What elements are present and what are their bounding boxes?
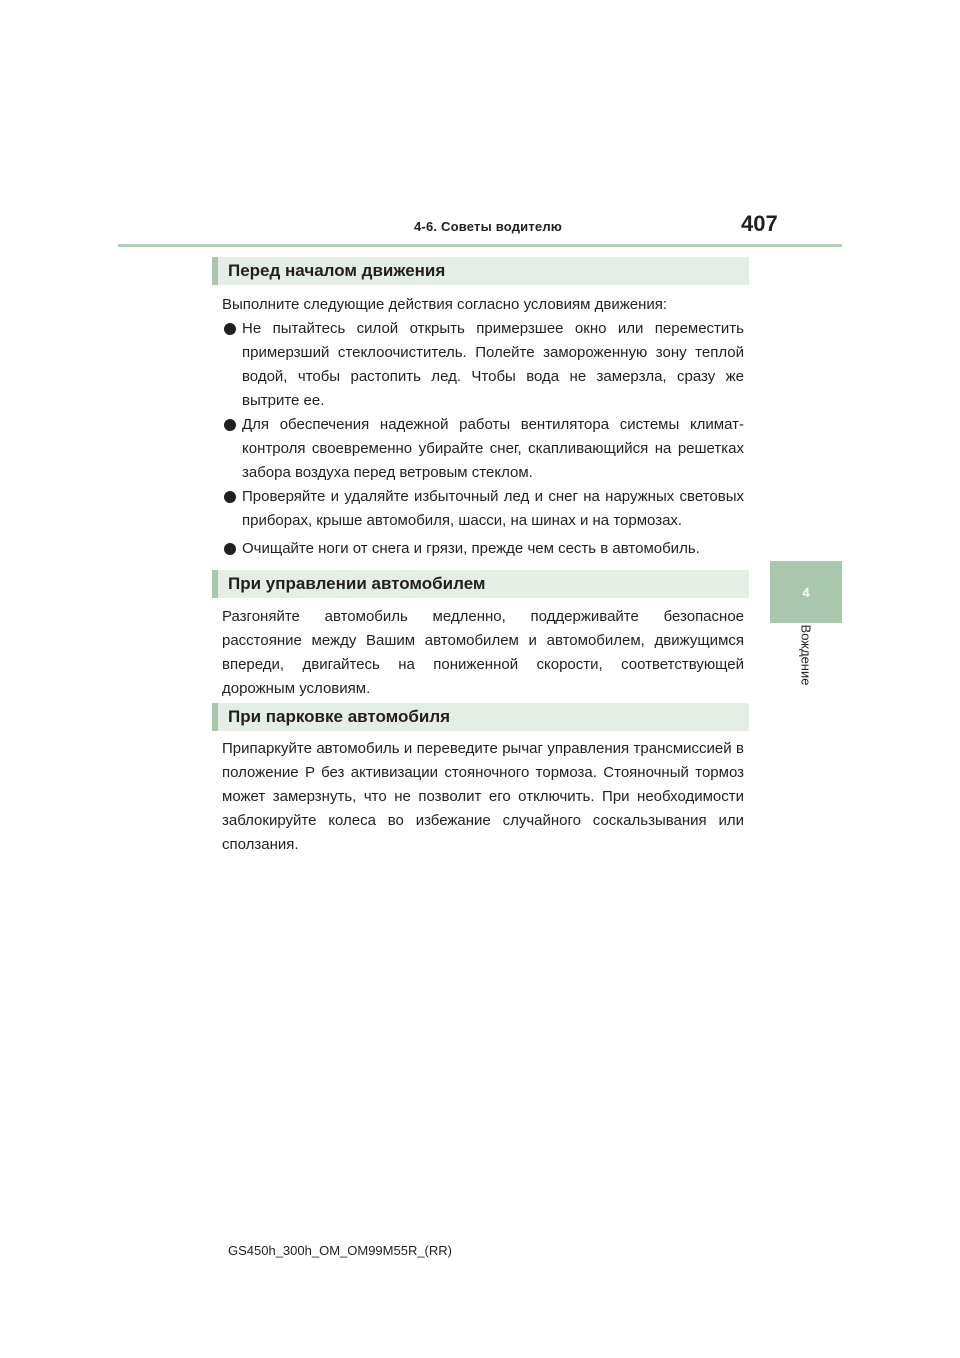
chapter-label: Вождение xyxy=(798,624,814,686)
chapter-tab xyxy=(770,561,842,623)
bullet-icon xyxy=(224,419,236,431)
bullet-icon xyxy=(224,323,236,335)
section-body: Разгоняйте автомобиль медленно, поддерживайте безопасное расстояние между Вашим автомобилем и автомобилем, движущимся впереди, двигайтесь на пониженной скорости, соответствующей дорожным условиям. xyxy=(222,608,744,697)
chapter-number: 4 xyxy=(802,584,810,600)
header-divider xyxy=(118,244,842,247)
list-item xyxy=(222,537,744,561)
section-header: 4-6. Советы водителю xyxy=(414,219,563,234)
list-item-text: Очищайте ноги от снега и грязи, прежде чем сесть в автомобиль. xyxy=(242,540,700,557)
document-code: GS450h_300h_OM_OM99M55R_(RR) xyxy=(228,1243,452,1258)
bullet-icon xyxy=(224,543,236,555)
list-item xyxy=(222,485,744,533)
section-heading: Перед началом движения xyxy=(212,257,749,285)
page-number: 407 xyxy=(741,211,778,236)
list-item xyxy=(222,413,744,485)
list-item-text: Проверяйте и удаляйте избыточный лед и снег на наружных световых приборах, крыше автомобиля, шасси, на шинах и на тормозах. xyxy=(242,488,744,529)
list-item-text: Не пытайтесь силой открыть примерзшее окно или переместить примерзший стеклоочиститель. Полейте замороженную зону теплой водой, чтобы растопить лед. Чтобы вода не замерзла, сразу же вытрите ее. xyxy=(242,320,744,409)
section-body: Припаркуйте автомобиль и переведите рычаг управления трансмиссией в положение P без активизации стояночного тормоза. Стояночный тормоз может замерзнуть, что не позволит его отключить. При необходимости заблокируйте колеса во избежание случайного соскальзывания или сползания. xyxy=(222,740,744,853)
section-heading: При управлении автомобилем xyxy=(212,570,749,598)
list-item-text: Для обеспечения надежной работы вентилятора системы климат-контроля своевременно убирайте снег, скапливающийся на решетках забора воздуха перед ветровым стеклом. xyxy=(242,416,744,481)
bullet-icon xyxy=(224,491,236,503)
section-heading: При парковке автомобиля xyxy=(212,703,749,731)
section-intro: Выполните следующие действия согласно условиям движения: xyxy=(222,296,668,313)
list-item xyxy=(222,317,744,413)
